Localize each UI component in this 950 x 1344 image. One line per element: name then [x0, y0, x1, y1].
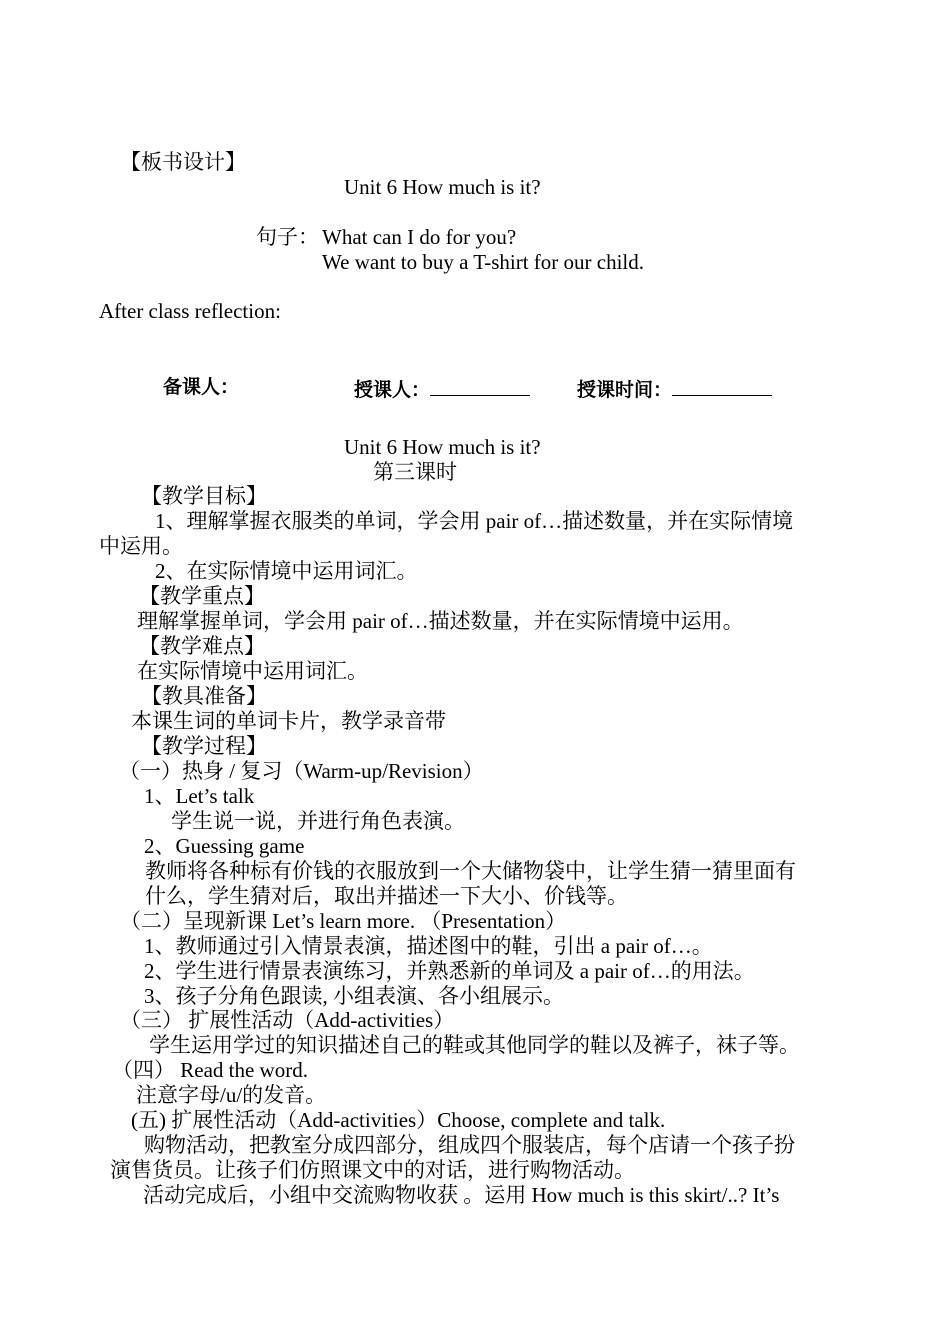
- teacher-field: [354, 375, 530, 403]
- process-1-item-1-text: 学生说一说，并进行角色表演。: [171, 809, 465, 833]
- process-1-heading: （一）热身 / 复习（Warm-up/Revision）: [119, 759, 484, 783]
- process-5-text-b: 演售货员。让孩子们仿照课文中的对话，进行购物活动。: [110, 1158, 635, 1182]
- process-1-item-2-text-a: 教师将各种标有价钱的衣服放到一个大储物袋中，让学生猜一猜里面有: [145, 859, 796, 883]
- goal-2: 2、在实际情境中运用词汇。: [155, 559, 418, 583]
- process-2-item-1: 1、教师通过引入情景表演，描述图中的鞋，引出 a pair of…。: [144, 934, 713, 958]
- sentence-label: 句子：: [256, 225, 319, 249]
- process-5-heading: (五) 扩展性活动（Add-activities）Choose, complete and talk.: [131, 1108, 666, 1132]
- board-heading: 【板书设计】: [120, 150, 246, 174]
- time-field: [577, 375, 772, 403]
- process-2-item-3: 3、孩子分角色跟读, 小组表演、各小组展示。: [144, 984, 564, 1008]
- process-4-text: 注意字母/u/的发音。: [136, 1083, 327, 1107]
- lesson-title: Unit 6 How much is it?: [344, 435, 541, 459]
- sentence-1: What can I do for you?: [322, 225, 517, 249]
- goal-1b: 中运用。: [99, 534, 183, 558]
- lesson-subtitle: 第三课时: [373, 460, 457, 484]
- tools-heading: 【教具准备】: [141, 684, 267, 708]
- teacher-blank: [430, 375, 530, 396]
- sentence-2: We want to buy a T-shirt for our child.: [322, 250, 645, 274]
- goals-heading: 【教学目标】: [141, 484, 267, 508]
- difficult-text: 在实际情境中运用词汇。: [137, 659, 368, 683]
- process-1-item-1: 1、Let’s talk: [144, 784, 255, 808]
- board-title: Unit 6 How much is it?: [344, 175, 541, 199]
- key-heading: 【教学重点】: [139, 584, 265, 608]
- process-3-heading: （三） 扩展性活动（Add-activities）: [120, 1008, 455, 1032]
- time-label: 授课时间：: [577, 379, 673, 401]
- process-3-text: 学生运用学过的知识描述自己的鞋或其他同学的鞋以及裤子，袜子等。: [149, 1033, 800, 1057]
- preparer-label: 备课人：: [163, 376, 240, 398]
- process-heading: 【教学过程】: [141, 734, 267, 758]
- process-5-text-a: 购物活动，把教室分成四部分，组成四个服装店，每个店请一个孩子扮: [144, 1133, 795, 1157]
- process-5-text-c: 活动完成后，小组中交流购物收获 。运用 How much is this skirt/..? It’s: [143, 1183, 780, 1207]
- process-4-heading: （四） Read the word.: [112, 1058, 308, 1082]
- teacher-label: 授课人：: [354, 379, 431, 401]
- time-blank: [672, 375, 772, 396]
- process-2-heading: （二）呈现新课 Let’s learn more. （Presentation）: [120, 909, 567, 933]
- tools-text: 本课生词的单词卡片，教学录音带: [131, 709, 446, 733]
- reflection-label: After class reflection:: [99, 299, 281, 323]
- process-2-item-2: 2、学生进行情景表演练习，并熟悉新的单词及 a pair of…的用法。: [144, 959, 755, 983]
- difficult-heading: 【教学难点】: [139, 634, 265, 658]
- goal-1a: 1、理解掌握衣服类的单词，学会用 pair of…描述数量，并在实际情境: [155, 509, 794, 533]
- process-1-item-2-text-b: 什么，学生猜对后，取出并描述一下大小、价钱等。: [145, 884, 628, 908]
- key-text: 理解掌握单词，学会用 pair of…描述数量，并在实际情境中运用。: [137, 609, 744, 633]
- process-1-item-2: 2、Guessing game: [144, 834, 305, 858]
